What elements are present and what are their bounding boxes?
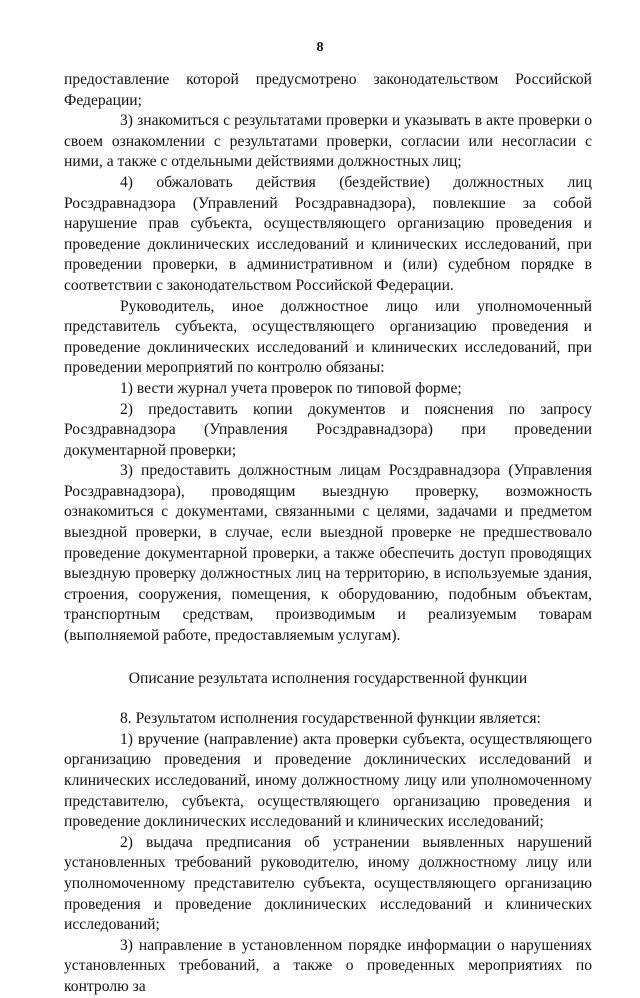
paragraph-result-1: 1) вручение (направление) акта проверки субъекта, осуществляющего организацию проведения и проведение доклинических исследований и клинических исследований, иному должностному лицу или уполномоченному представителю, субъекта, осуществляющего организацию проведения и проведение доклинических исследований и клинических исследований; <box>64 730 592 831</box>
paragraph-result-intro: 8. Результатом исполнения государственной функции является: <box>120 710 541 728</box>
paragraph-item-4-right-to-appeal: 4) обжаловать действия (бездействие) должностных лиц Росздравнадзора (Управлений Росздравнадзора), повлекшие за собой нарушение прав субъекта, осуществляющего организацию проведения и проведение доклинических исследований и клинических исследований, при проведении проверки, в административном и (или) судебном порядке в соответствии с законодательством Российской Федерации. <box>64 173 592 294</box>
paragraph-continuation: предоставление которой предусмотрено законодательством Российской Федерации; <box>64 71 592 109</box>
page-number: 8 <box>316 40 324 55</box>
paragraph-result-2: 2) выдача предписания об устранении выявленных нарушений установленных требований руководителю, иному должностному лицу или уполномоченному представителю субъекта, осуществляющего организацию проведения и проведение доклинических исследований и клинических исследований; <box>64 833 592 934</box>
paragraph-item-3-right-to-familiarize: 3) знакомиться с результатами проверки и указывать в акте проверки о своем ознакомлении с результатами проверки, согласии или несогласии с ними, а также с отдельными действиями должностных лиц; <box>64 112 592 171</box>
document-body <box>64 70 592 998</box>
paragraph-result-3: 3) направление в установленном порядке информации о нарушениях установленных требований, а также о проведенных мероприятиях по контролю за <box>64 936 592 995</box>
section-heading: Описание результата исполнения государственной функции <box>128 669 528 687</box>
paragraph-obligations-intro: Руководитель, иное должностное лицо или уполномоченный представитель субъекта, осуществляющего организацию проведения и проведение доклинических исследований и клинических исследований, при проведении мероприятий по контролю обязаны: <box>64 297 592 377</box>
paragraph-obligation-1: 1) вести журнал учета проверок по типовой форме; <box>120 379 462 397</box>
paragraph-obligation-2: 2) предоставить копии документов и пояснения по запросу Росздравнадзора (Управления Росздравнадзора) при проведении документарной проверки; <box>64 400 592 459</box>
paragraph-obligation-3: 3) предоставить должностным лицам Росздравнадзора (Управления Росздравнадзора), проводящим выездную проверку, возможность ознакомиться с документами, связанными с целями, задачами и предметом выездной проверки, в случае, если выездной проверке не предшествовало проведение документарной проверки, а также обеспечить доступ проводящих выездную проверку должностных лиц на территорию, в используемые здания, строения, сооружения, помещения, к оборудованию, подобным объектам, транспортным средствам, производимым и реализуемым товарам (выполняемой работе, предоставляемым услугам). <box>64 462 592 645</box>
